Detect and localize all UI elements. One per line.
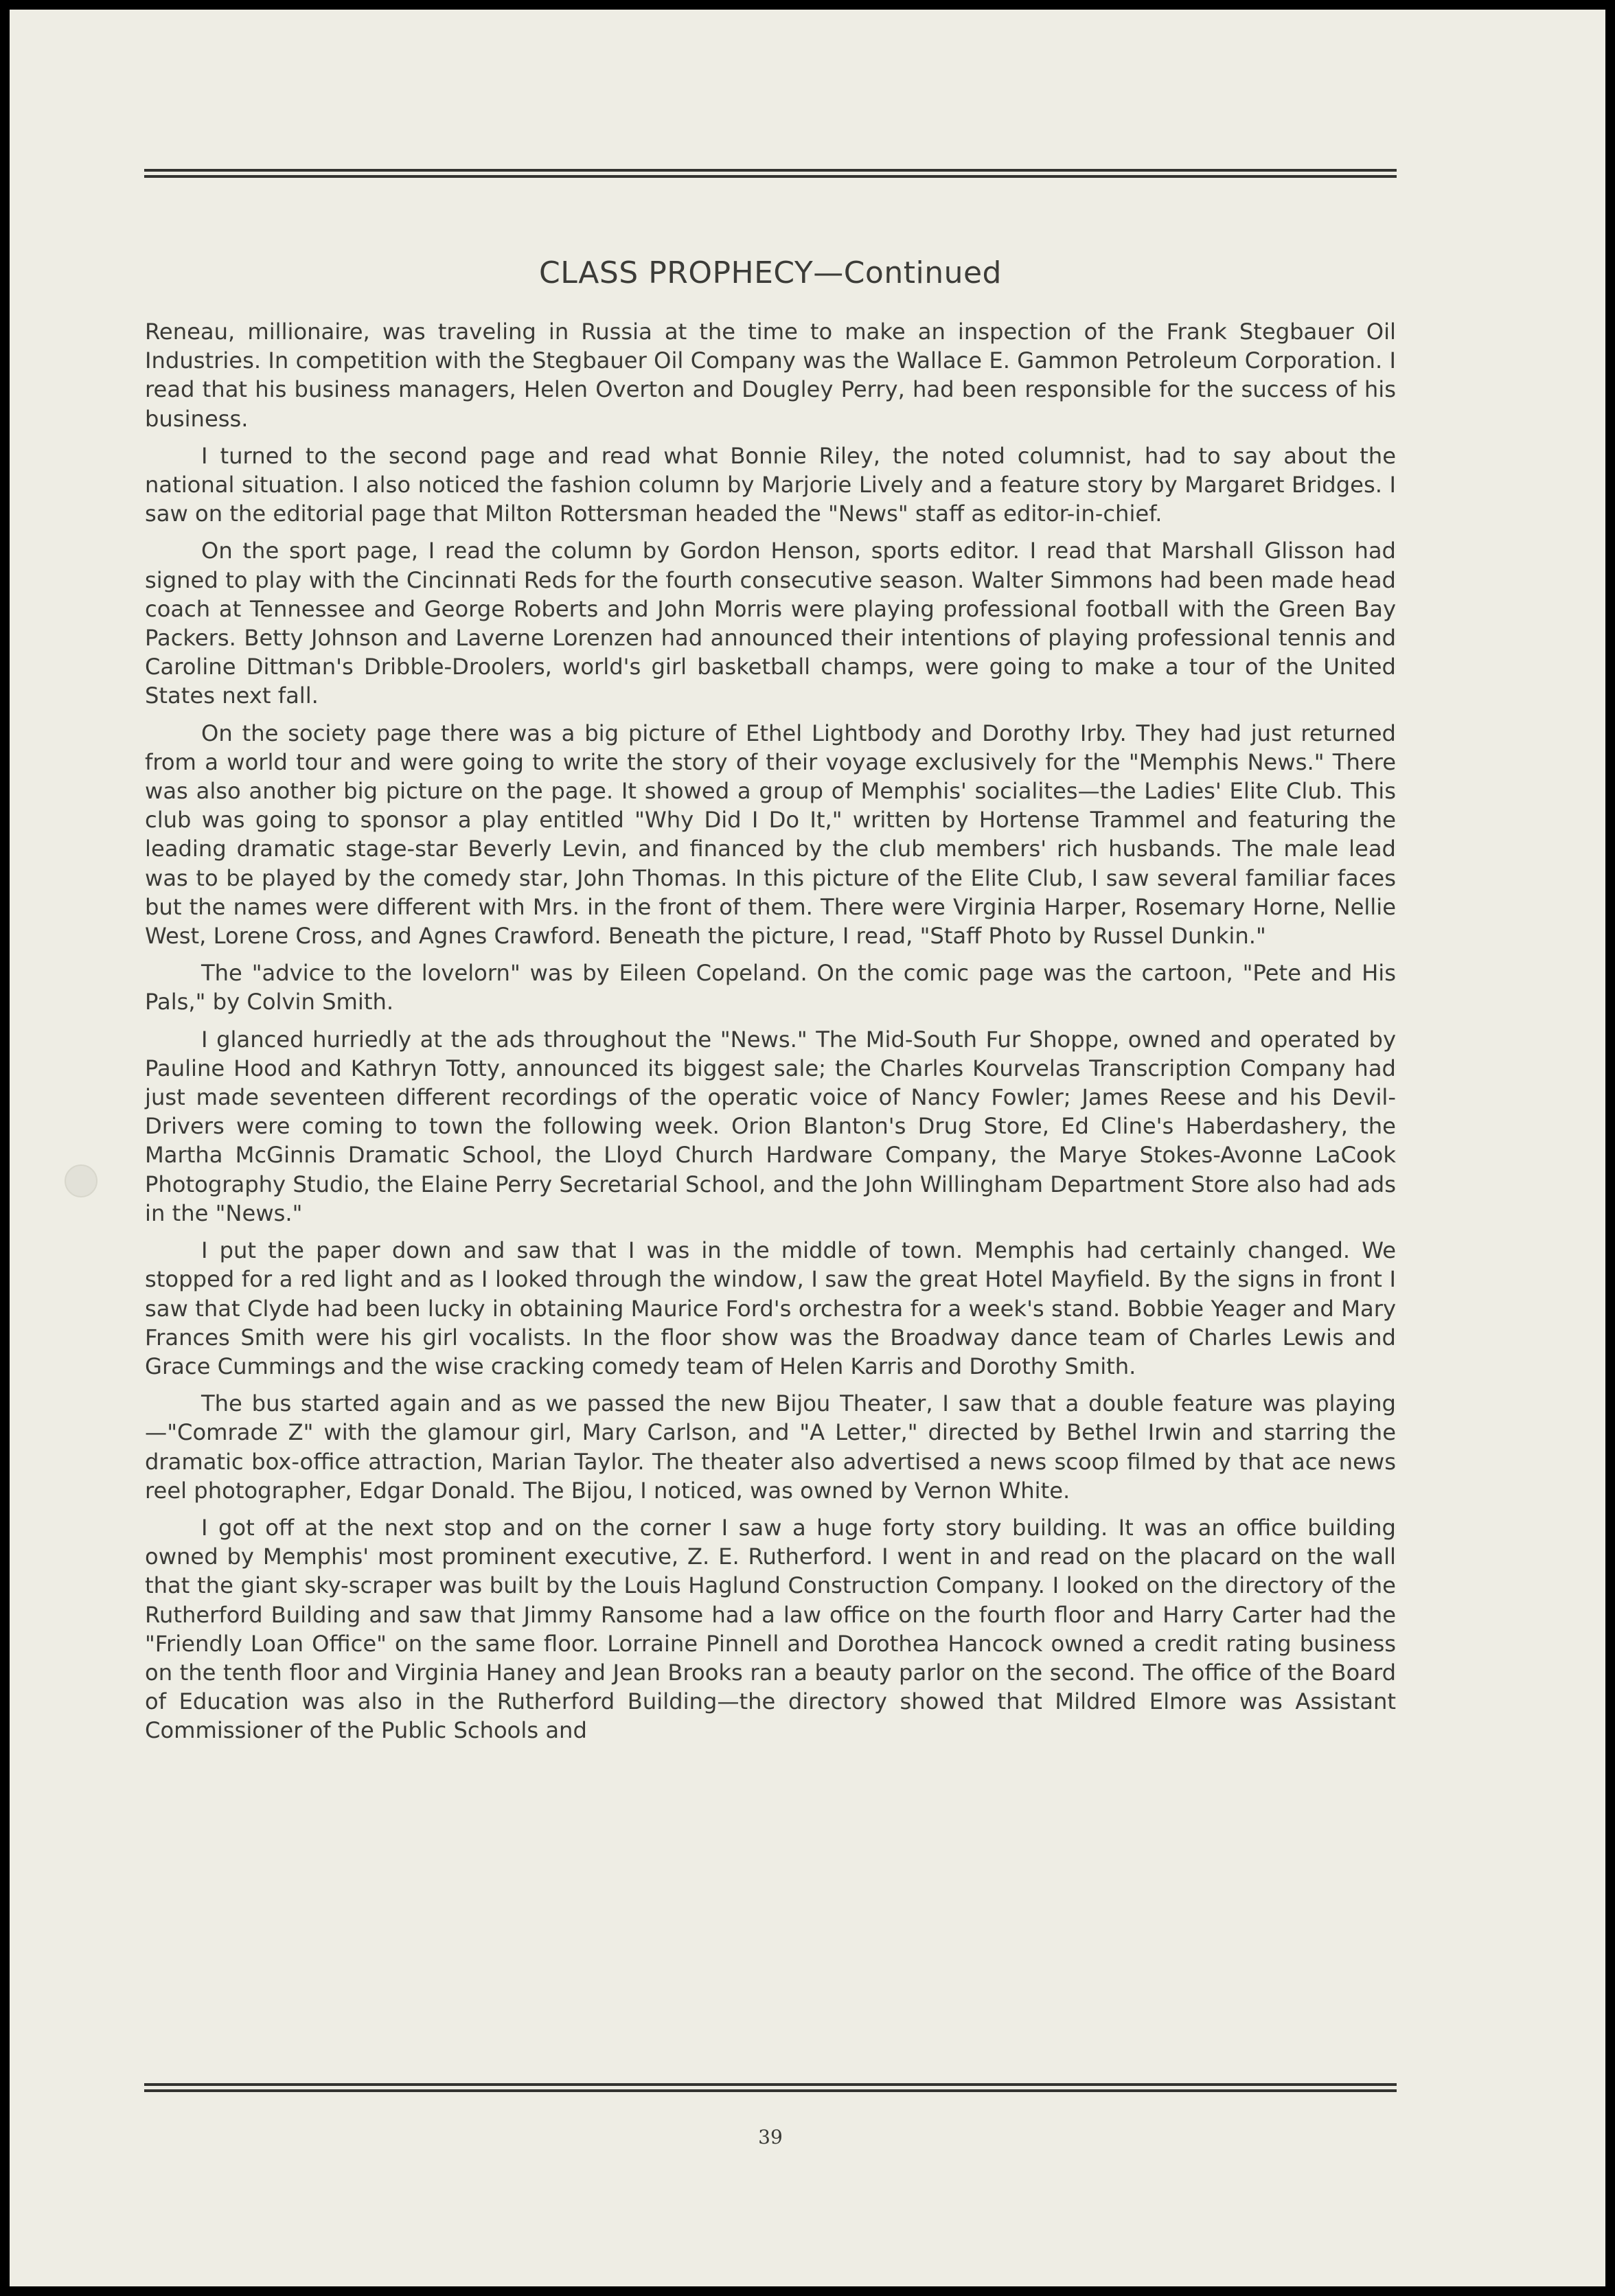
paragraph-8: The bus started again and as we passed the new Bijou Theater, I saw that a double feature was playing—"Comrade Z" with the glamour girl, Mary Carlson, and "A Letter," directed by Bethel Irwin and starring the dramatic box-office attraction, Marian Taylor. The theater also advertised a news scoop filmed by that ace news reel photographer, Edgar Donald. The Bijou, I noticed, was owned by Vernon White.	[145, 1390, 1396, 1504]
paragraph-1: Reneau, millionaire, was traveling in Russia at the time to make an inspection of the Frank Stegbauer Oil Industries. In competition with the Stegbauer Oil Company was the Wallace E. Gammon Petroleum Corporation. I read that his business managers, Helen Overton and Dougley Perry, had been responsible for the success of his business.	[145, 319, 1396, 432]
top-rule-line-1	[144, 169, 1397, 172]
top-double-rule	[144, 169, 1397, 179]
paragraph-6: I glanced hurriedly at the ads throughout the "News." The Mid-South Fur Shoppe, owned and operated by Pauline Hood and Kathryn Totty, announced its biggest sale; the Charles Kourvelas Transcription Company had just made seventeen different recordings of the operatic voice of Nancy Fowler; James Reese and his Devil-Drivers were coming to town the following week. Orion Blanton's Drug Store, Ed Cline's Haberdashery, the Martha McGinnis Dramatic School, the Lloyd Church Hardware Company, the Marye Stokes-Avonne LaCook Photography Studio, the Elaine Perry Secretarial School, and the John Willingham Department Store also had ads in the "News."	[145, 1026, 1396, 1226]
bottom-rule-line-1	[144, 2083, 1397, 2086]
paragraph-4: On the society page there was a big picture of Ethel Lightbody and Dorothy Irby. They had just returned from a world tour and were going to write the story of their voyage exclusively for the "Memphis News." There was also another big picture on the page. It showed a group of Memphis' socialites—the Ladies' Elite Club. This club was going to sponsor a play entitled "Why Did I Do It," written by Hortense Trammel and featuring the leading dramatic stage-star Beverly Levin, and financed by the club members' rich husbands. The male lead was to be played by the comedy star, John Thomas. In this picture of the Elite Club, I saw several familiar faces but the names were different with Mrs. in the front of them. There were Virginia Harper, Rosemary Horne, Nellie West, Lorene Cross, and Agnes Crawford. Beneath the picture, I read, "Staff Photo by Russel Dunkin."	[145, 720, 1396, 950]
paragraph-9: I got off at the next stop and on the corner I saw a huge forty story building. It was an office building owned by Memphis' most prominent executive, Z. E. Rutherford. I went in and read on the placard on the wall that the giant sky-scraper was built by the Louis Haglund Construction Company. I looked on the directory of the Rutherford Building and saw that Jimmy Ransome had a law office on the fourth floor and Harry Carter had the "Friendly Loan Office" on the same floor. Lorraine Pinnell and Dorothea Hancock owned a credit rating business on the tenth floor and Virginia Haney and Jean Brooks ran a beauty parlor on the second. The office of the Board of Education was also in the Rutherford Building—the directory showed that Mildred Elmore was Assistant Commissioner of the Public Schools and	[145, 1514, 1396, 1744]
page-title: CLASS PROPHECY—Continued	[539, 255, 1002, 290]
bottom-rule-line-2	[144, 2089, 1397, 2092]
page-number: 39	[758, 2126, 783, 2148]
top-rule-line-2	[144, 175, 1397, 178]
paragraph-7: I put the paper down and saw that I was in the middle of town. Memphis had certainly changed. We stopped for a red light and as I looked through the window, I saw the great Hotel Mayfield. By the signs in front I saw that Clyde had been lucky in obtaining Maurice Ford's orchestra for a week's stand. Bobbie Yeager and Mary Frances Smith were his girl vocalists. In the floor show was the Broadway dance team of Charles Lewis and Grace Cummings and the wise cracking comedy team of Helen Karris and Dorothy Smith.	[145, 1237, 1396, 1379]
bottom-double-rule	[144, 2083, 1397, 2093]
paragraph-2: I turned to the second page and read what Bonnie Riley, the noted columnist, had to say about the national situation. I also noticed the fashion column by Marjorie Lively and a feature story by Margaret Bridges. I saw on the editorial page that Milton Rottersman headed the "News" staff as editor-in-chief.	[145, 442, 1396, 527]
article-body	[145, 317, 1396, 1754]
paragraph-3: On the sport page, I read the column by Gordon Henson, sports editor. I read that Marshall Glisson had signed to play with the Cincinnati Reds for the fourth consecutive season. Walter Simmons had been made head coach at Tennessee and George Roberts and John Morris were playing professional football with the Green Bay Packers. Betty Johnson and Laverne Lorenzen had announced their intentions of playing professional tennis and Caroline Dittman's Dribble-Droolers, world's girl basketball champs, were going to make a tour of the United States next fall.	[145, 538, 1396, 709]
page-sheet	[10, 10, 1605, 2286]
paper-smudge-mark	[65, 1164, 98, 1197]
paragraph-5: The "advice to the lovelorn" was by Eileen Copeland. On the comic page was the cartoon, "Pete and His Pals," by Colvin Smith.	[145, 960, 1396, 1015]
